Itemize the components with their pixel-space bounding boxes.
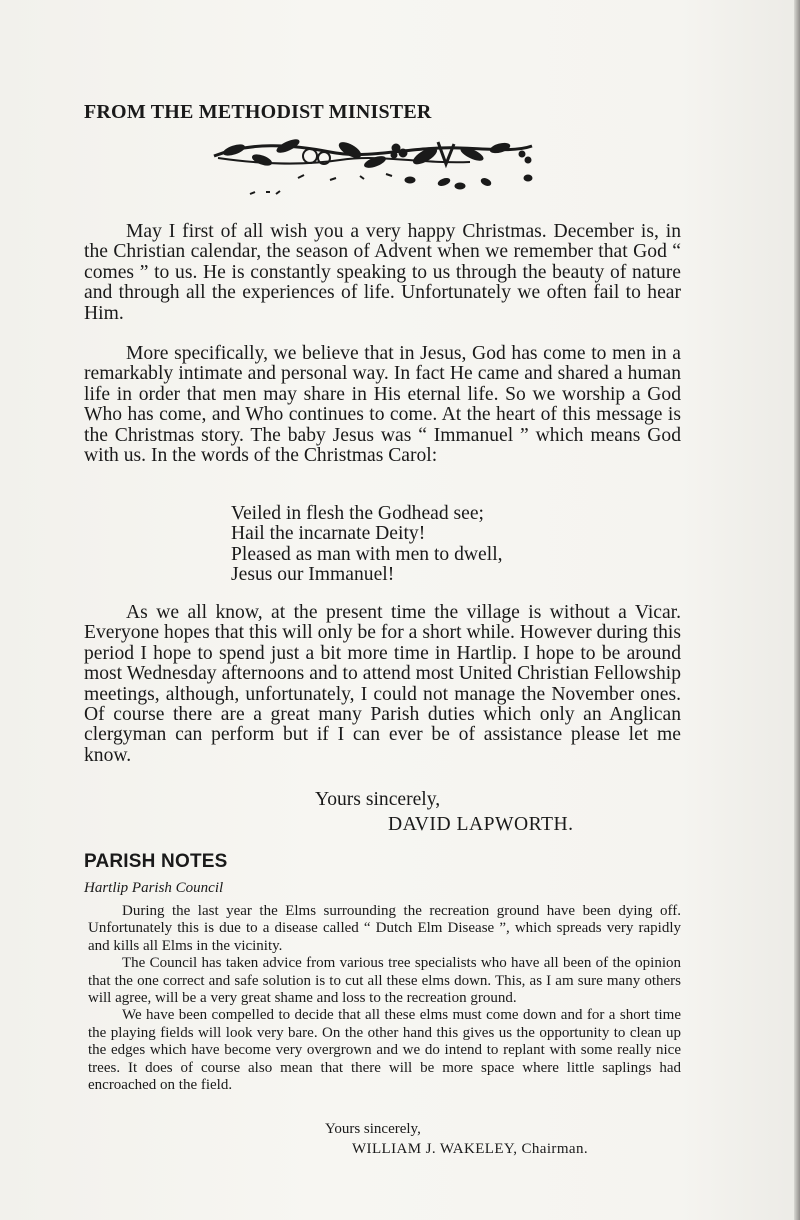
methodist-closing: Yours sincerely, [315,789,441,810]
chairman-closing: Yours sincerely, [325,1121,421,1137]
parish-council-notice [88,903,681,1094]
paragraph-text: During the last year the Elms surrounding the recreation ground have been dying off. Unfortunately this is due to a disease called “ Dutch Elm Disease ”, which spreads very rapidly and kills all Elms in the vicinity. [88,903,681,954]
christmas-carol-verse [231,504,503,586]
paragraph-text: We have been compelled to decide that all these elms must come down and for a short time the playing fields will look very bare. On the other hand this gives us the opportunity to clean up the edges which have become very overgrown and we do intend to replant with some really nice trees. It does of course also mean that there will be more space where little saplings had encroached on the field. [88,1007,681,1094]
chairman-signature: WILLIAM J. WAKELEY, Chairman. [352,1141,589,1157]
parish-notes-heading: PARISH NOTES [84,851,228,872]
verse-line: Veiled in flesh the Godhead see; [231,503,485,524]
paragraph-text: As we all know, at the present time the village is without a Vicar. Everyone hopes that this will only be for a short while. However during this period I hope to spend just a bit more time in Hartlip. I hope to be around most Wednesday afternoons and to attend most United Christian Fellowship meetings, although, unfortunately, I could not manage the November ones. Of course there are a great many Parish duties which only an Anglican clergyman can perform but if I can ever be of assistance please let me know. [84,602,681,766]
verse-line: Jesus our Immanuel! [231,564,395,586]
paragraph-text: The Council has taken advice from various tree specialists who have all been of the opinion that the one correct and safe solution is to cut all these elms down. This, as I am sure many others will agree, will be a very great shame and loss to the recreation ground. [88,955,681,1007]
parish-council-subheading: Hartlip Parish Council [84,880,224,896]
christmas-greeting-paragraph [84,222,681,324]
paragraph-text: May I first of all wish you a very happy Christmas. December is, in the Christian calendar, the season of Advent when we remember that God “ comes ” to us. He is constantly speaking to us through the beauty of nature and through all the experiences of life. Unfortunately we often fail to hear Him. [84,221,681,324]
holly-garland-icon [210,134,540,200]
methodist-heading: FROM THE METHODIST MINISTER [84,101,432,123]
verse-line: Hail the incarnate Deity! [231,523,426,545]
methodist-signature: DAVID LAPWORTH. [388,814,574,835]
verse-line: Pleased as man with men to dwell, [231,543,503,565]
page-edge-shadow [794,0,800,1220]
incarnation-paragraph [84,344,681,466]
vicar-vacancy-paragraph [84,603,681,766]
paragraph-text: More specifically, we believe that in Jesus, God has come to men in a remarkably intimate and personal way. In fact He came and shared a human life in order that men may share in His eternal life. So we worship a God Who has come, and Who continues to come. At the heart of this message is the Christmas story. The baby Jesus was “ Immanuel ” which means God with us. In the words of the Christmas Carol: [84,343,681,467]
